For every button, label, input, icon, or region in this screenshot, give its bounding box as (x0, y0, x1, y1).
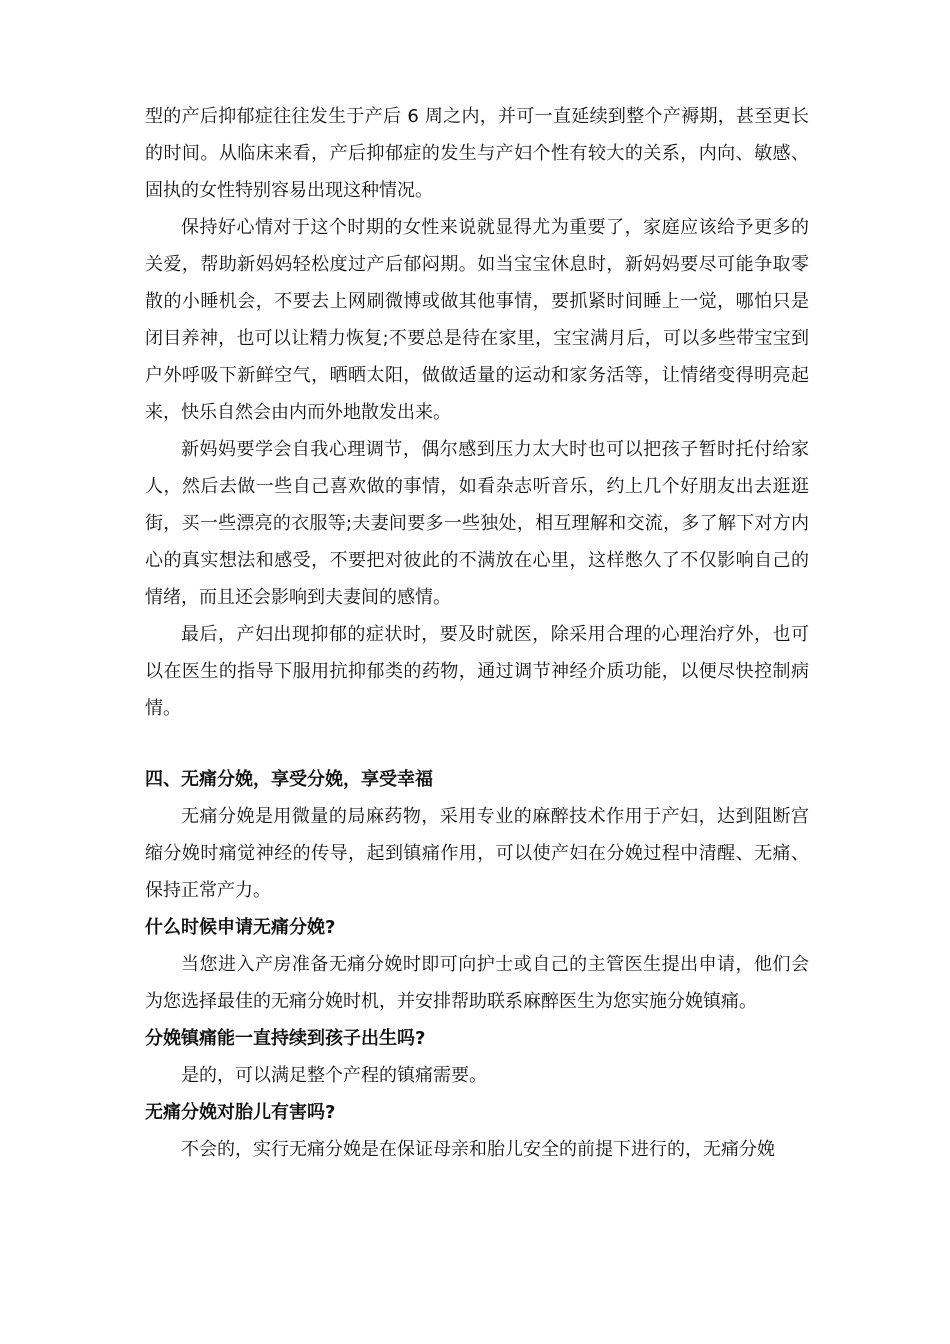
answer-paragraph: 当您进入产房准备无痛分娩时即可向护士或自己的主管医生提出申请，他们会为您选择最佳的无痛分娩时机，并安排帮助联系麻醉医生为您实施分娩镇痛。 (145, 954, 809, 1012)
paragraph-postpartum-depression-continued: 型的产后抑郁症往往发生于产后 6 周之内，并可一直延续到整个产褥期，甚至更长的时间。从临床来看，产后抑郁症的发生与产妇个性有较大的关系，内向、敏感、固执的女性特别容易出现这种情况。 (145, 106, 809, 201)
paragraph-good-mood: 保持好心情对于这个时期的女性来说就显得尤为重要了，家庭应该给予更多的关爱，帮助新妈妈轻松度过产后郁闷期。如当宝宝休息时，新妈妈要尽可能争取零散的小睡机会，不要去上网刷微博或做其他事情，要抓紧时间睡上一觉，哪怕只是闭目养神，也可以让精力恢复;不要总是待在家里，宝宝满月后，可以多些带宝宝到户外呼吸下新鲜空气，晒晒太阳，做做适量的运动和家务活等，让情绪变得明亮起来，快乐自然会由内而外地散发出来。 (145, 217, 809, 423)
section-heading: 四、无痛分娩，享受分娩，享受幸福 (145, 769, 433, 790)
question-heading: 什么时候申请无痛分娩? (145, 917, 336, 938)
section-spacer (145, 727, 809, 761)
question-heading: 分娩镇痛能一直持续到孩子出生吗? (145, 1028, 426, 1049)
question-heading: 无痛分娩对胎儿有害吗? (145, 1102, 336, 1123)
paragraph-painless-delivery-intro: 无痛分娩是用微量的局麻药物，采用专业的麻醉技术作用于产妇，达到阻断宫缩分娩时痛觉神经的传导，起到镇痛作用，可以使产妇在分娩过程中清醒、无痛、保持正常产力。 (145, 806, 809, 901)
document-page (145, 98, 809, 1168)
paragraph-self-adjustment: 新妈妈要学会自我心理调节，偶尔感到压力太大时也可以把孩子暂时托付给家人，然后去做一些自己喜欢做的事情，如看杂志听音乐，约上几个好朋友出去逛逛街，买一些漂亮的衣服等;夫妻间要多一些独处，相互理解和交流，多了解下对方内心的真实想法和感受，不要把对彼此的不满放在心里，这样憋久了不仅影响自己的情绪，而且还会影响到夫妻间的感情。 (145, 439, 809, 608)
answer-paragraph: 是的，可以满足整个产程的镇痛需要。 (181, 1065, 487, 1086)
paragraph-seek-treatment: 最后，产妇出现抑郁的症状时，要及时就医，除采用合理的心理治疗外，也可以在医生的指导下服用抗抑郁类的药物，通过调节神经介质功能，以便尽快控制病情。 (145, 624, 809, 719)
answer-paragraph: 不会的，实行无痛分娩是在保证母亲和胎儿安全的前提下进行的，无痛分娩 (181, 1139, 775, 1160)
